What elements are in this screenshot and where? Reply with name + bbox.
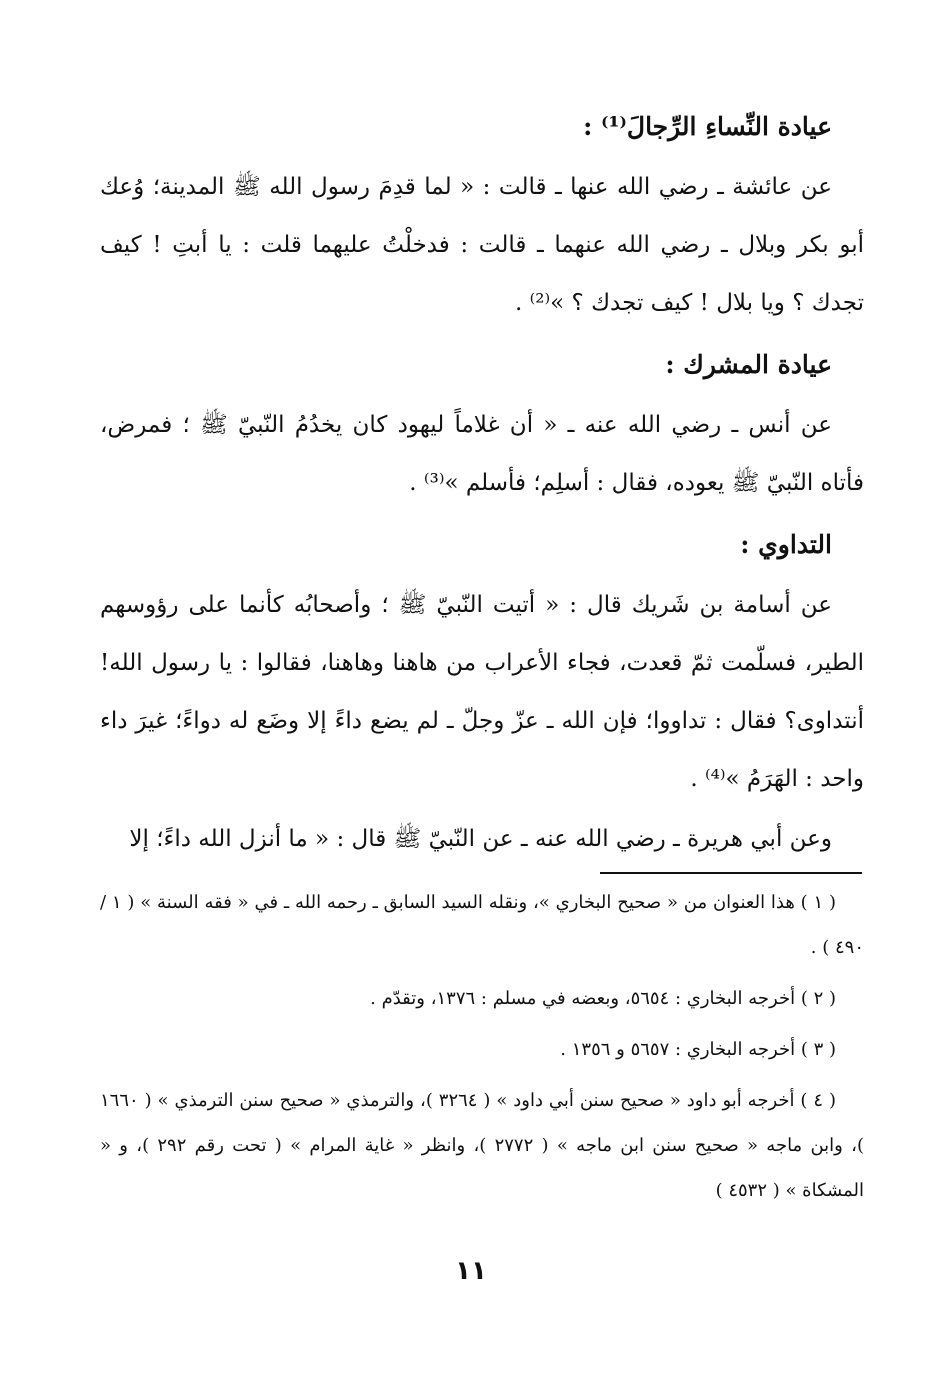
paragraph-aisha-hadith: عن عائشة ـ رضي الله عنها ـ قالت : « لما قدِمَ رسول الله ﷺ المدينة؛ وُعك أبو بكر وبلال ـ رضي الله عنهما ـ قالت : فدخلْتُ عليهما قلت : يا أبتِ ! كيف تجدك ؟ ويا بلال ! كيف تجدك ؟ »⁽²⁾ . — [100, 174, 864, 316]
heading-visiting-polytheist: عيادة المشرك : — [665, 350, 832, 379]
footnote-1: ( ١ ) هذا العنوان من « صحيح البخاري »، ونقله السيد السابق ـ رحمه الله ـ في « فقه السنة » ( ١ / ٤٩٠ ) . — [100, 892, 864, 958]
footnote-divider — [600, 872, 862, 874]
body-text — [100, 96, 864, 870]
heading-women-visiting-men: عيادة النِّساءِ الرِّجالَ⁽¹⁾ : — [583, 112, 832, 141]
footnote-3: ( ٣ ) أخرجه البخاري : ٥٦٥٧ و ١٣٥٦ . — [560, 1039, 836, 1060]
paragraph-usama-hadith: عن أسامة بن شَريك قال : « أتيت النّبيّ ﷺ ؛ وأصحابُه كأنما على رؤوسهم الطير، فسلّمت ثمّ قعدت، فجاء الأعراب من هاهنا وهاهنا، فقالوا : يا رسول الله! أنتداوى؟ فقال : تداووا؛ فإن الله ـ عزّ وجلّ ـ لم يضع داءً إلا وضَع له دواءً؛ غيرَ داء واحد : الهَرَمُ »⁽⁴⁾ . — [100, 592, 864, 792]
page-number: ١١ — [455, 1256, 487, 1286]
paragraph-anas-hadith: عن أنس ـ رضي الله عنه ـ « أن غلاماً ليهود كان يخدُمُ النّبيّ ﷺ ؛ فمرض، فأتاه النّبيّ ﷺ يعوده، فقال : أسلِم؛ فأسلم »⁽³⁾ . — [100, 412, 864, 496]
paragraph-abu-huraira-hadith: وعن أبي هريرة ـ رضي الله عنه ـ عن النّبيّ ﷺ قال : « ما أنزل الله داءً؛ إلا — [129, 826, 832, 852]
footnote-4: ( ٤ ) أخرجه أبو داود « صحيح سنن أبي داود » ( ٣٢٦٤ )، والترمذي « صحيح سنن الترمذي » ( ١٦٦٠ )، وابن ماجه « صحيح سنن ابن ماجه » ( ٢٧٧٢ )، وانظر « غاية المرام » ( تحت رقم ٢٩٢ )، و « المشكاة » ( ٤٥٣٢ ) — [100, 1090, 864, 1201]
footnotes — [100, 880, 864, 1219]
footnote-2: ( ٢ ) أخرجه البخاري : ٥٦٥٤، وبعضه في مسلم : ١٣٧٦، وتقدّم . — [370, 988, 836, 1009]
heading-medical-treatment: التداوي : — [740, 530, 832, 559]
